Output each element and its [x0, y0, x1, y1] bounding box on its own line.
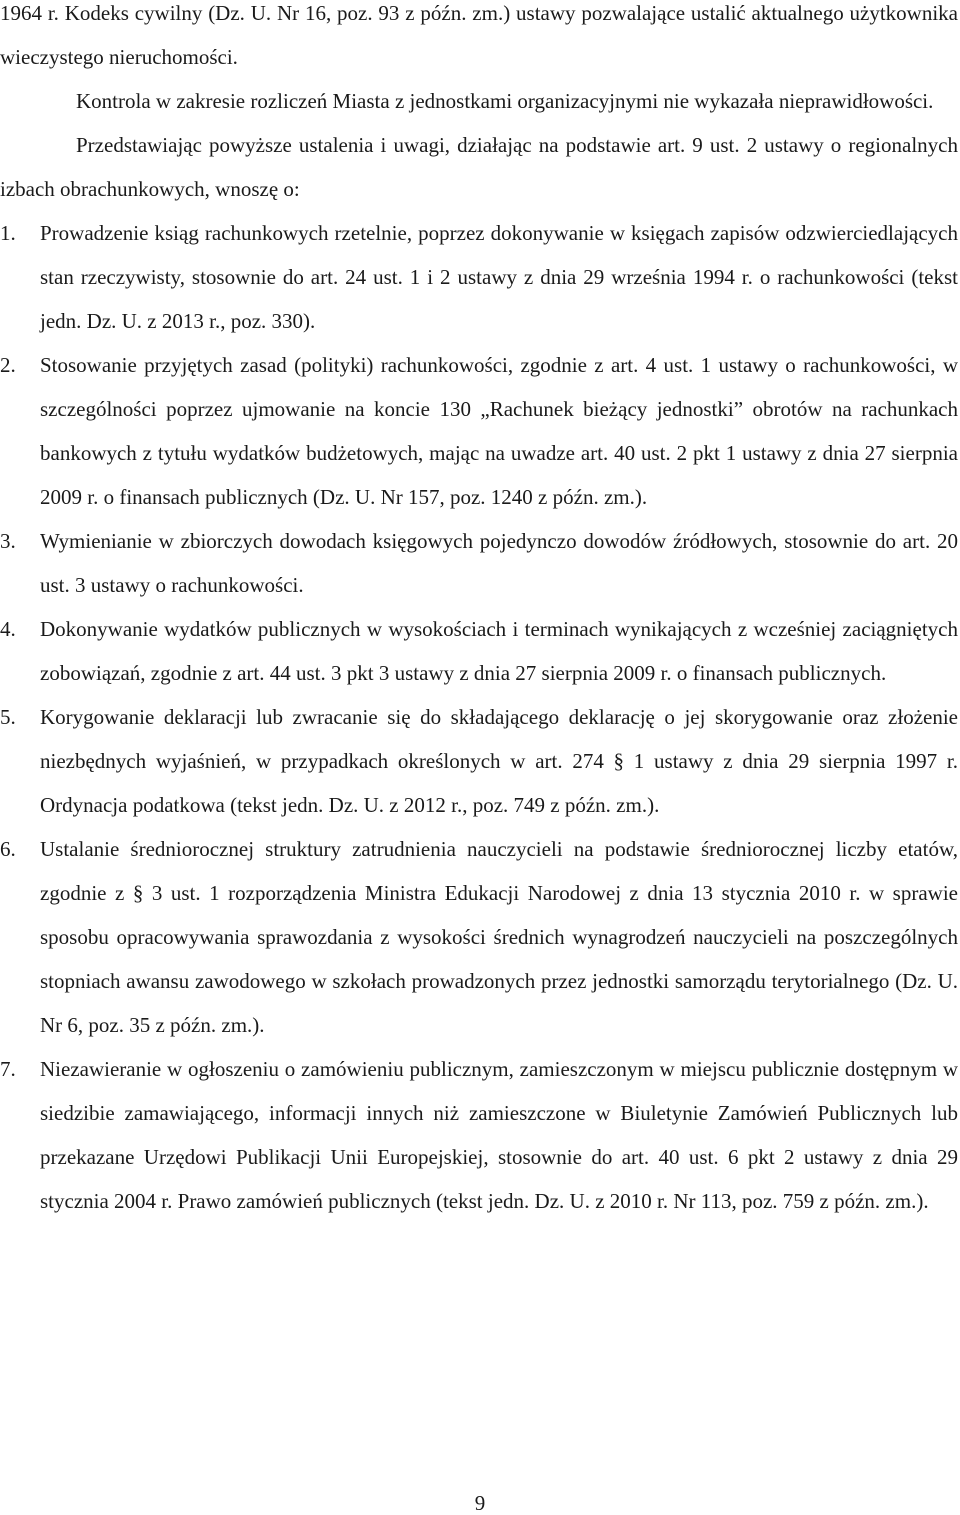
list-item-text: Niezawieranie w ogłoszeniu o zamówieniu publicznym, zamieszczonym w miejscu publicznie dostępnym w siedzibie zamawiającego, informacji innych niż zamieszczone w Biuletynie Zamówień Publicznych lub przekazane Urzędowi Publikacji Unii Europejskiej, stosownie do art. 40 ust. 6 pkt 2 ustawy z dnia 29 stycznia 2004 r. Prawo zamówień publicznych (tekst jedn. Dz. U. z 2010 r. Nr 113, poz. 759 z późn. zm.). — [40, 1057, 958, 1213]
list-item-text: Prowadzenie ksiąg rachunkowych rzetelnie, poprzez dokonywanie w księgach zapisów odzwierciedlających stan rzeczywisty, stosownie do art. 24 ust. 1 i 2 ustawy z dnia 29 września 1994 r. o rachunkowości (tekst jedn. Dz. U. z 2013 r., poz. 330). — [40, 221, 958, 333]
list-item — [0, 1047, 958, 1223]
list-item — [0, 695, 958, 827]
list-item-number: 3. — [0, 529, 16, 553]
list-item-text: Ustalanie średniorocznej struktury zatrudnienia nauczycieli na podstawie średniorocznej liczby etatów, zgodnie z § 3 ust. 1 rozporządzenia Ministra Edukacji Narodowej z dnia 13 stycznia 2010 r. w sprawie sposobu opracowywania sprawozdania z wysokości średnich wynagrodzeń nauczycieli na poszczególnych stopniach awansu zawodowego w szkołach prowadzonych przez jednostki samorządu terytorialnego (Dz. U. Nr 6, poz. 35 z późn. zm.). — [40, 837, 958, 1037]
list-item-number: 4. — [0, 617, 16, 641]
list-item — [0, 211, 958, 343]
list-item — [0, 827, 958, 1047]
list-item-number: 5. — [0, 705, 16, 729]
list-item — [0, 343, 958, 519]
list-item-text: Wymienianie w zbiorczych dowodach księgowych pojedynczo dowodów źródłowych, stosownie do art. 20 ust. 3 ustawy o rachunkowości. — [40, 529, 958, 597]
list-item — [0, 607, 958, 695]
list-item-text: Dokonywanie wydatków publicznych w wysokościach i terminach wynikających z wcześniej zaciągniętych zobowiązań, zgodnie z art. 44 ust. 3 pkt 3 ustawy z dnia 27 sierpnia 2009 r. o finansach publicznych. — [40, 617, 958, 685]
intro-paragraph: Przedstawiając powyższe ustalenia i uwagi, działając na podstawie art. 9 ust. 2 ustawy o regionalnych izbach obrachunkowych, wnoszę o: — [0, 133, 958, 201]
list-item — [0, 519, 958, 607]
page-number: 9 — [474, 1491, 486, 1515]
list-item-number: 6. — [0, 837, 16, 861]
recommendations-list — [0, 211, 958, 1223]
list-item-text: Stosowanie przyjętych zasad (polityki) rachunkowości, zgodnie z art. 4 ust. 1 ustawy o rachunkowości, w szczególności poprzez ujmowanie na koncie 130 „Rachunek bieżący jednostki” obrotów na rachunkach bankowych z tytułu wydatków budżetowych, mając na uwadze art. 40 ust. 2 pkt 1 ustawy z dnia 27 sierpnia 2009 r. o finansach publicznych (Dz. U. Nr 157, poz. 1240 z późn. zm.). — [40, 353, 958, 509]
list-item-number: 2. — [0, 353, 16, 377]
control-paragraph: Kontrola w zakresie rozliczeń Miasta z jednostkami organizacyjnymi nie wykazała nieprawidłowości. — [76, 89, 934, 113]
continuation-paragraph: 1964 r. Kodeks cywilny (Dz. U. Nr 16, poz. 93 z późn. zm.) ustawy pozwalające ustalić aktualnego użytkownika wieczystego nieruchomości. — [0, 1, 958, 69]
list-item-text: Korygowanie deklaracji lub zwracanie się do składającego deklarację o jej skorygowanie oraz złożenie niezbędnych wyjaśnień, w przypadkach określonych w art. 274 § 1 ustawy z dnia 29 sierpnia 1997 r. Ordynacja podatkowa (tekst jedn. Dz. U. z 2012 r., poz. 749 z późn. zm.). — [40, 705, 958, 817]
list-item-number: 7. — [0, 1057, 16, 1081]
list-item-number: 1. — [0, 221, 16, 245]
